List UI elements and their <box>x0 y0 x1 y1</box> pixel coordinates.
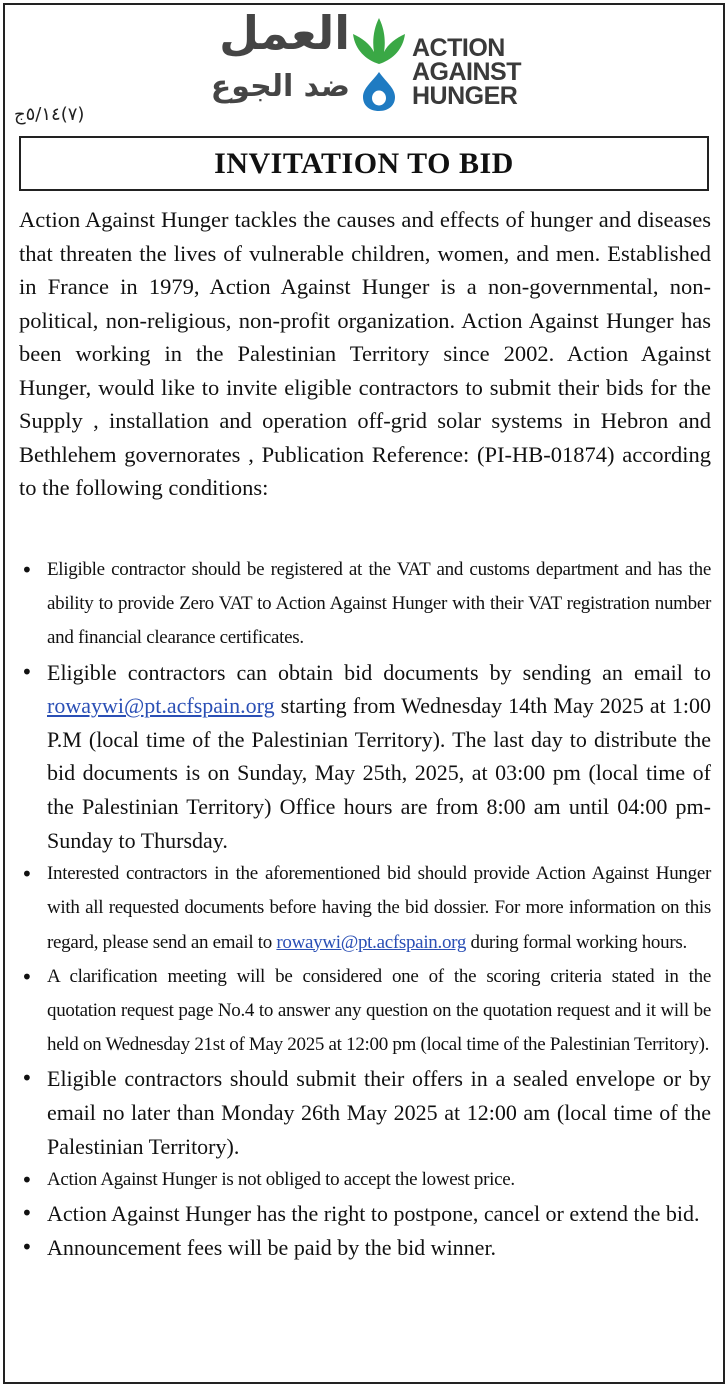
page-title: INVITATION TO BID <box>214 147 514 180</box>
condition-text: during formal working hours. <box>466 931 687 953</box>
title-box <box>19 136 709 191</box>
logo-word-action: ACTION <box>412 34 505 62</box>
condition-text: Interested contractors in the aforementioned bid should provide Action Against Hunger with all requested documents before having the bid dossier. For more information on this regard, please send an email to <box>47 863 711 953</box>
leaf-drop-icon <box>350 16 408 112</box>
action-against-hunger-logo <box>200 6 540 116</box>
condition-bid-documents <box>19 656 711 858</box>
condition-announcement-fees <box>19 1231 711 1265</box>
conditions-list <box>19 553 711 1265</box>
bullet-marker: • <box>21 558 33 582</box>
bullet-marker: • <box>21 1066 33 1091</box>
condition-text: Eligible contractors should submit their offers in a sealed envelope or by email no later than Monday 26th May 2025 at 12:00 am (local time of the Palestinian Territory). <box>47 1066 711 1159</box>
condition-clarification-meeting <box>19 960 711 1063</box>
condition-text: A clarification meeting will be considered one of the scoring criteria stated in the quotation request page No.4 to answer any question on the quotation request and it will be held on Wednesday 21st of May 2025 at 12:00 pm (local time of the Palestinian Territory). <box>47 965 711 1056</box>
bullet-marker: • <box>21 1168 33 1193</box>
email-link[interactable]: rowaywi@pt.acfspain.org <box>47 693 275 719</box>
reference-code: (٧)٥/١٤ج <box>14 104 85 125</box>
condition-text: Eligible contractor should be registered at the VAT and customs department and has the ability to provide Zero VAT to Action Against Hunger with their VAT registration number and financial clearance certificates. <box>47 559 711 649</box>
leaf-icon <box>353 18 405 64</box>
intro-paragraph: Action Against Hunger tackles the causes and effects of hunger and diseases that threaten the lives of vulnerable children, women, and men. Established in France in 1979, Action Against Hunger is a non-governmental, non-political, non-religious, non-profit organization. Action Against Hunger has been working in the Palestinian Territory since 2002. Action Against Hunger, would like to invite eligible contractors to submit their bids for the Supply , installation and operation off-grid solar systems in Hebron and Bethlehem governorates , Publication Reference: (PI-HB-01874) according to the following conditions: <box>19 207 711 500</box>
condition-submission-deadline <box>19 1062 711 1163</box>
condition-vat <box>19 553 711 656</box>
condition-postpone-right <box>19 1197 711 1231</box>
condition-text: Action Against Hunger has the right to postpone, cancel or extend the bid. <box>47 1201 700 1227</box>
logo-word-hunger: HUNGER <box>412 82 518 110</box>
condition-requested-documents <box>19 857 711 960</box>
logo-word-against: AGAINST <box>412 58 521 86</box>
condition-lowest-price <box>19 1163 711 1197</box>
condition-text: starting from Wednesday 14th May 2025 at 1:00 P.M (local time of the Palestinian Territory). The last day to distribute the bid documents is on Sunday, May 25th, 2025, at 03:00 pm (local time of the Palestinian Territory) Office hours are from 8:00 am until 04:00 pm- Sunday to Thursday. <box>47 693 711 853</box>
bullet-marker: • <box>21 659 33 684</box>
bullet-marker: • <box>21 1234 33 1259</box>
logo-english-name <box>412 36 521 108</box>
condition-text: Eligible contractors can obtain bid documents by sending an email to <box>47 659 711 685</box>
condition-text: Announcement fees will be paid by the bid winner. <box>47 1234 497 1260</box>
condition-text: Action Against Hunger is not obliged to accept the lowest price. <box>47 1169 515 1191</box>
logo-arabic-subtitle: ضد الجوع <box>210 69 350 104</box>
bullet-marker: • <box>21 964 33 989</box>
bullet-marker: • <box>21 862 33 887</box>
email-link[interactable]: rowaywi@pt.acfspain.org <box>276 931 467 953</box>
logo-arabic-name: العمل <box>219 6 350 60</box>
bullet-marker: • <box>21 1201 33 1226</box>
